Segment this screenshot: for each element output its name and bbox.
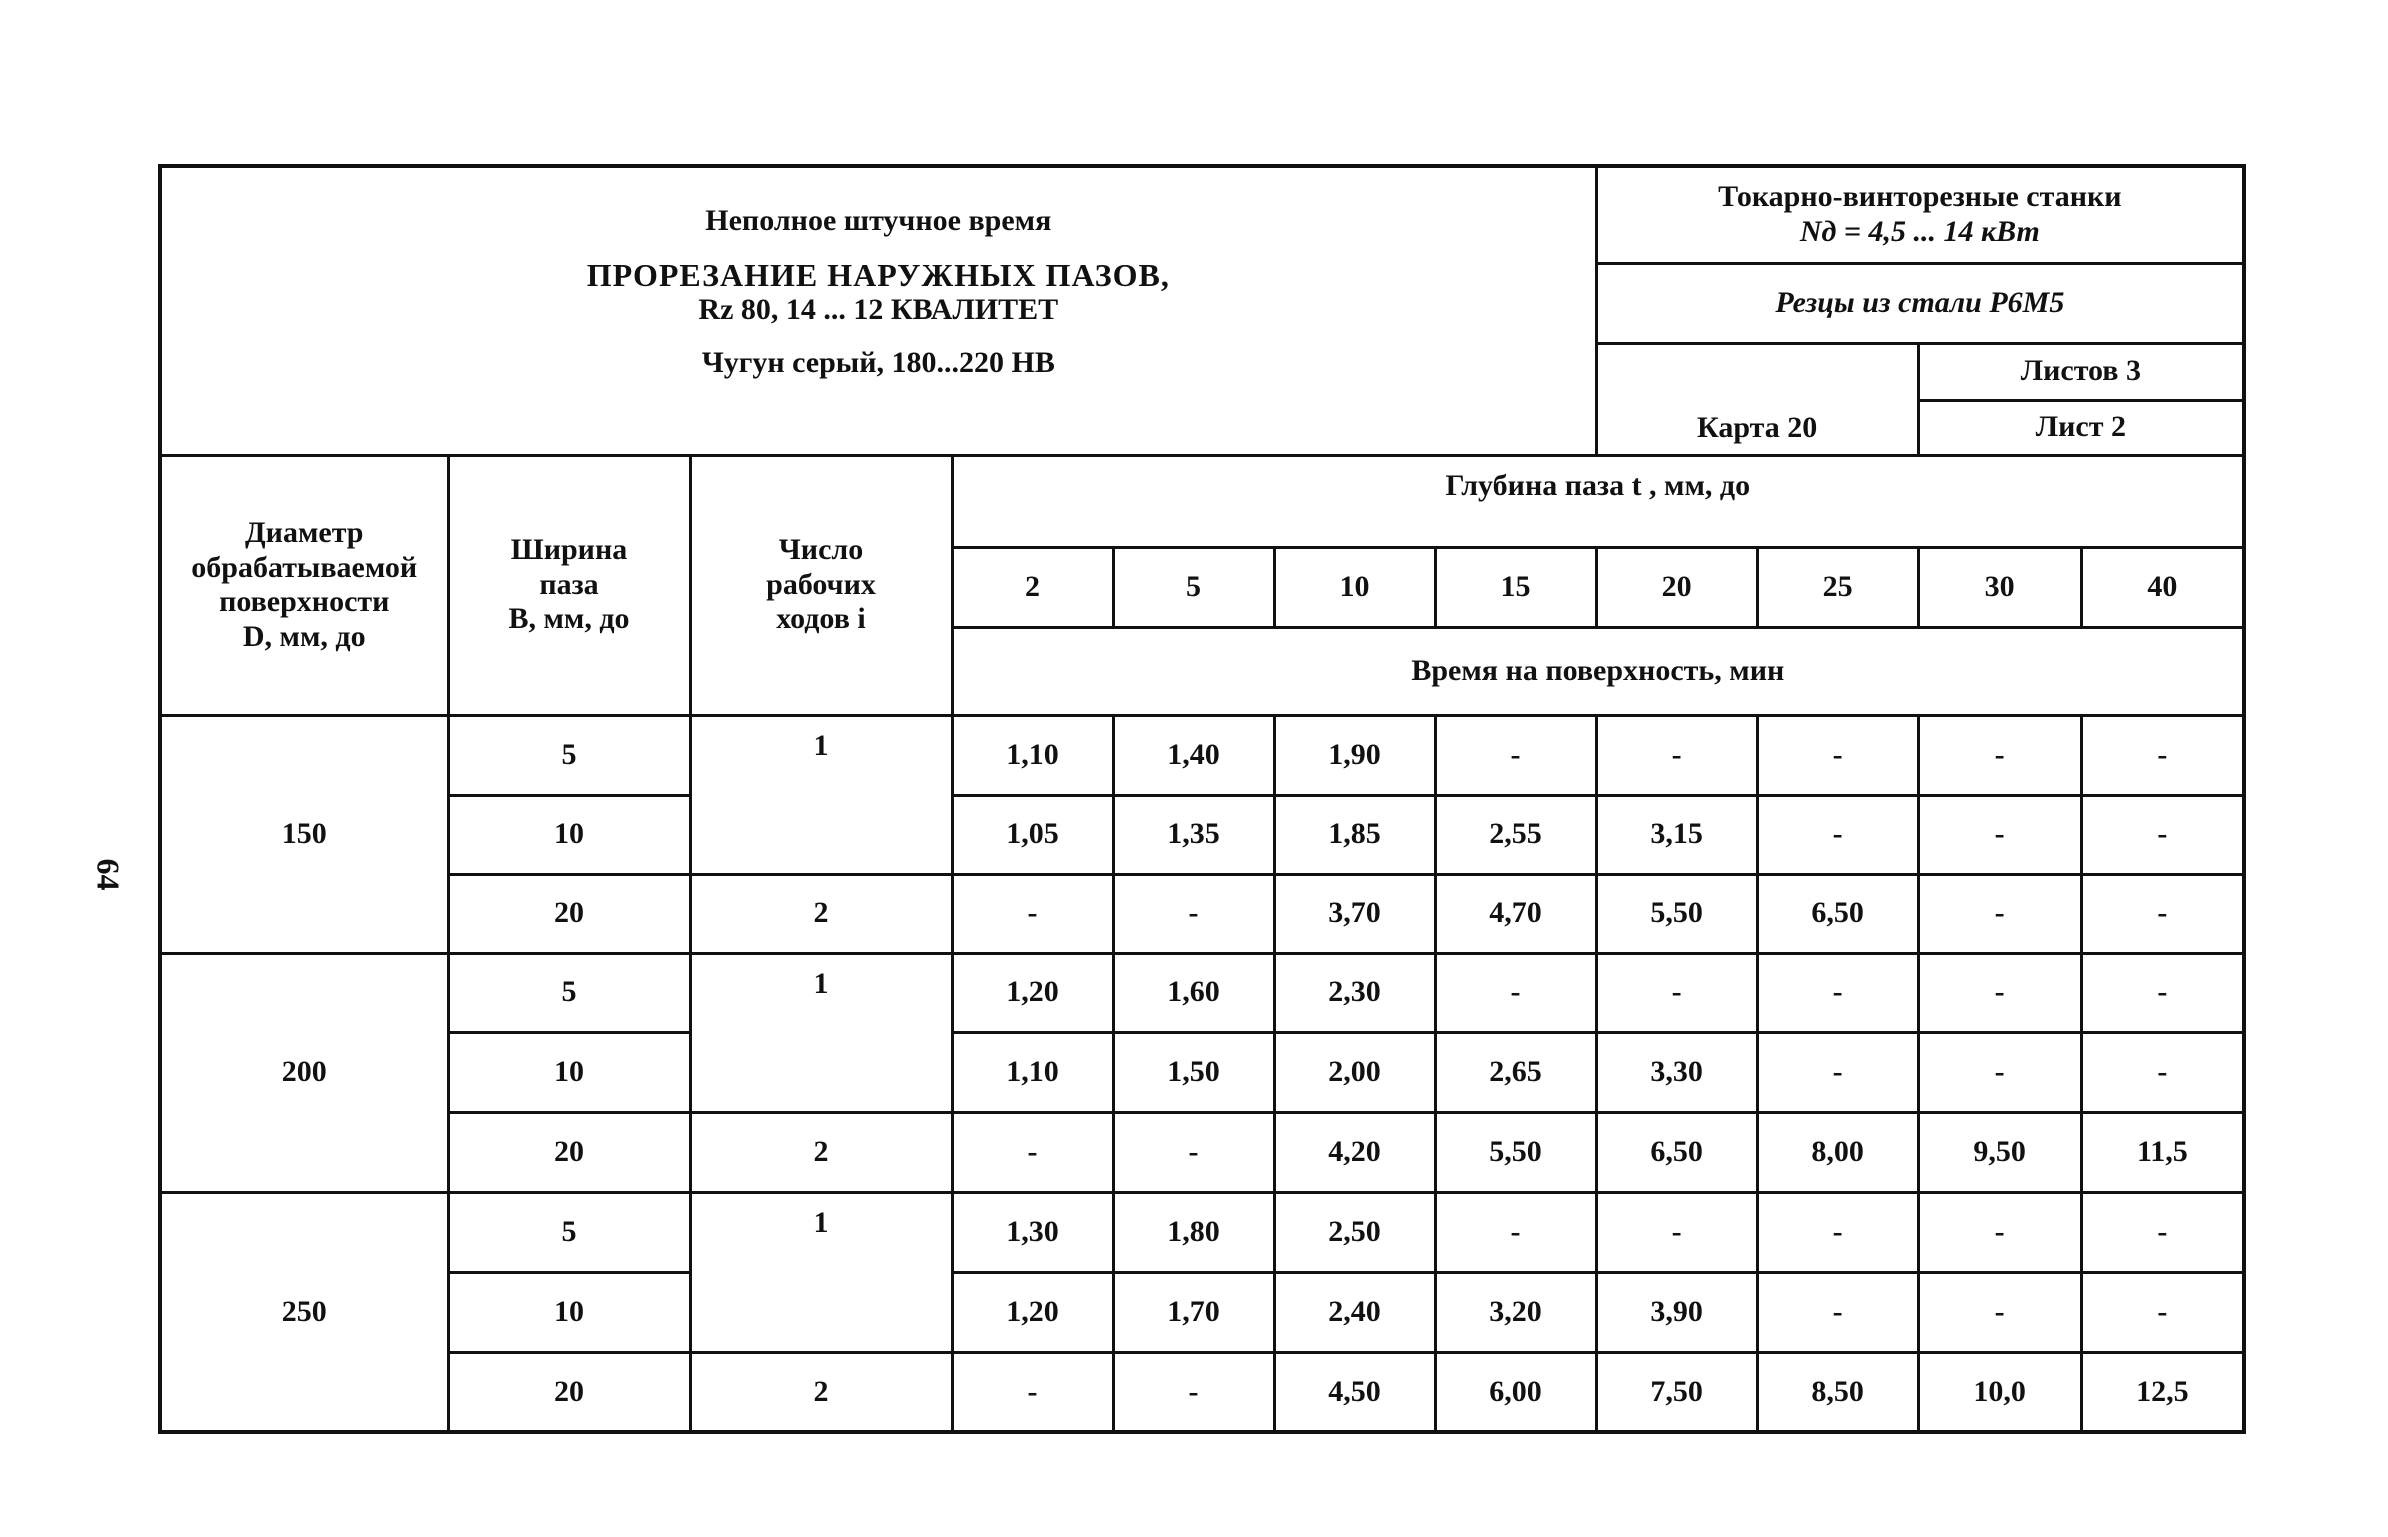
width-cell: 20 — [448, 874, 690, 953]
time-value: 1,85 — [1274, 795, 1435, 874]
time-value: - — [2081, 874, 2244, 953]
title-block — [160, 166, 1596, 455]
time-value: 3,70 — [1274, 874, 1435, 953]
passes-header-line: рабочих — [766, 567, 876, 601]
time-value: 2,55 — [1435, 795, 1596, 874]
time-value: - — [2081, 953, 2244, 1032]
time-value: - — [1918, 953, 2081, 1032]
width-cell: 5 — [448, 1192, 690, 1272]
time-value: 4,20 — [1274, 1112, 1435, 1192]
time-value: 7,50 — [1596, 1352, 1757, 1432]
time-value: 11,5 — [2081, 1112, 2244, 1192]
cutter-material: Резцы из стали Р6М5 — [1596, 263, 2244, 343]
time-value: - — [952, 1112, 1113, 1192]
time-value: - — [1596, 1192, 1757, 1272]
time-value: 5,50 — [1435, 1112, 1596, 1192]
passes-cell: 2 — [690, 874, 952, 953]
time-value: 1,20 — [952, 953, 1113, 1032]
time-value: - — [952, 874, 1113, 953]
depth-value: 15 — [1435, 547, 1596, 627]
diameter-cell: 150 — [160, 715, 448, 953]
time-value: 1,10 — [952, 715, 1113, 795]
time-value: 10,0 — [1918, 1352, 2081, 1432]
title-line-2: ПРОРЕЗАНИЕ НАРУЖНЫХ ПАЗОВ, — [586, 256, 1170, 293]
width-cell: 5 — [448, 953, 690, 1032]
time-value: 6,00 — [1435, 1352, 1596, 1432]
time-value: - — [1596, 715, 1757, 795]
time-value: 3,20 — [1435, 1272, 1596, 1352]
time-value: 4,70 — [1435, 874, 1596, 953]
time-value: 6,50 — [1757, 874, 1918, 953]
width-cell: 10 — [448, 795, 690, 874]
time-value: - — [2081, 715, 2244, 795]
time-value: 1,70 — [1113, 1272, 1274, 1352]
time-value: - — [1757, 1192, 1918, 1272]
width-cell: 5 — [448, 715, 690, 795]
time-value: - — [1435, 953, 1596, 1032]
width-cell: 20 — [448, 1352, 690, 1432]
diameter-header-line: поверхности — [219, 585, 390, 618]
time-value: - — [2081, 1192, 2244, 1272]
time-value: - — [1918, 1032, 2081, 1112]
col-passes-header — [690, 455, 952, 715]
norm-table — [158, 164, 2246, 1434]
time-value: - — [1113, 1112, 1274, 1192]
time-value: 8,00 — [1757, 1112, 1918, 1192]
time-value: 1,35 — [1113, 795, 1274, 874]
time-value: 2,30 — [1274, 953, 1435, 1032]
time-value: - — [1918, 715, 2081, 795]
time-value: 1,90 — [1274, 715, 1435, 795]
time-value: 1,05 — [952, 795, 1113, 874]
depth-header: Глубина паза t , мм, до — [952, 455, 2244, 547]
time-value: 2,65 — [1435, 1032, 1596, 1112]
time-value: 1,10 — [952, 1032, 1113, 1112]
time-value: - — [1757, 1272, 1918, 1352]
time-value: 1,40 — [1113, 715, 1274, 795]
col-diameter-header — [160, 455, 448, 715]
time-value: - — [2081, 1272, 2244, 1352]
time-value: 4,50 — [1274, 1352, 1435, 1432]
width-header-line: Ширина — [510, 533, 628, 567]
time-value: - — [2081, 795, 2244, 874]
time-value: 6,50 — [1596, 1112, 1757, 1192]
passes-cell: 2 — [690, 1352, 952, 1432]
sheets-total: Листов 3 — [1918, 343, 2244, 400]
passes-cell: 1 — [690, 953, 952, 1112]
depth-value: 2 — [952, 547, 1113, 627]
width-cell: 20 — [448, 1112, 690, 1192]
depth-value: 5 — [1113, 547, 1274, 627]
time-value: - — [952, 1352, 1113, 1432]
width-cell: 10 — [448, 1032, 690, 1112]
machine-type — [1596, 166, 2244, 263]
diameter-header-line: обрабатываемой — [191, 550, 418, 584]
sheet-number: Лист 2 — [1918, 400, 2244, 455]
depth-value: 20 — [1596, 547, 1757, 627]
time-header: Время на поверхность, мин — [952, 627, 2244, 715]
time-value: - — [1757, 795, 1918, 874]
width-header-line: паза — [539, 567, 599, 601]
time-value: 3,30 — [1596, 1032, 1757, 1112]
time-value: - — [1435, 1192, 1596, 1272]
time-value: - — [1757, 1032, 1918, 1112]
time-value: 5,50 — [1596, 874, 1757, 953]
depth-value: 10 — [1274, 547, 1435, 627]
time-value: 1,60 — [1113, 953, 1274, 1032]
width-cell: 10 — [448, 1272, 690, 1352]
time-value: 3,90 — [1596, 1272, 1757, 1352]
depth-value: 30 — [1918, 547, 2081, 627]
time-value: - — [1918, 874, 2081, 953]
depth-value: 40 — [2081, 547, 2244, 627]
machine-line-2: Nд = 4,5 ... 14 кВт — [1799, 214, 2040, 248]
card-number: Карта 20 — [1596, 343, 1918, 455]
time-value: - — [2081, 1032, 2244, 1112]
passes-cell: 1 — [690, 1192, 952, 1352]
time-value: 2,50 — [1274, 1192, 1435, 1272]
width-header-line: B, мм, до — [508, 602, 630, 636]
time-value: 8,50 — [1757, 1352, 1918, 1432]
time-value: - — [1918, 1272, 2081, 1352]
time-value: - — [1918, 1192, 2081, 1272]
time-value: - — [1757, 715, 1918, 795]
time-value: 2,00 — [1274, 1032, 1435, 1112]
diameter-cell: 200 — [160, 953, 448, 1192]
time-value: 1,30 — [952, 1192, 1113, 1272]
time-value: 2,40 — [1274, 1272, 1435, 1352]
machine-line-1: Токарно-винторезные станки — [1718, 180, 2122, 214]
diameter-cell: 250 — [160, 1192, 448, 1432]
time-value: - — [1757, 953, 1918, 1032]
time-value: 9,50 — [1918, 1112, 2081, 1192]
depth-value: 25 — [1757, 547, 1918, 627]
time-value: 1,50 — [1113, 1032, 1274, 1112]
title-line-3: Rz 80, 14 ... 12 КВАЛИТЕТ — [698, 293, 1059, 327]
time-value: - — [1113, 1352, 1274, 1432]
passes-header-line: ходов i — [776, 602, 866, 636]
time-value: 3,15 — [1596, 795, 1757, 874]
page-number: 64 — [90, 858, 127, 891]
time-value: 1,80 — [1113, 1192, 1274, 1272]
diameter-header-line: D, мм, до — [242, 619, 366, 653]
time-value: - — [1435, 715, 1596, 795]
time-value: - — [1113, 874, 1274, 953]
diameter-header-line: Диаметр — [245, 516, 364, 549]
col-width-header — [448, 455, 690, 715]
time-value: - — [1918, 795, 2081, 874]
time-value: 12,5 — [2081, 1352, 2244, 1432]
title-line-1: Неполное штучное время — [705, 204, 1052, 237]
title-line-4: Чугун серый, 180...220 НВ — [701, 345, 1055, 379]
time-value: - — [1596, 953, 1757, 1032]
passes-cell: 1 — [690, 715, 952, 874]
time-value: 1,20 — [952, 1272, 1113, 1352]
passes-header-line: Число — [778, 533, 864, 567]
passes-cell: 2 — [690, 1112, 952, 1192]
